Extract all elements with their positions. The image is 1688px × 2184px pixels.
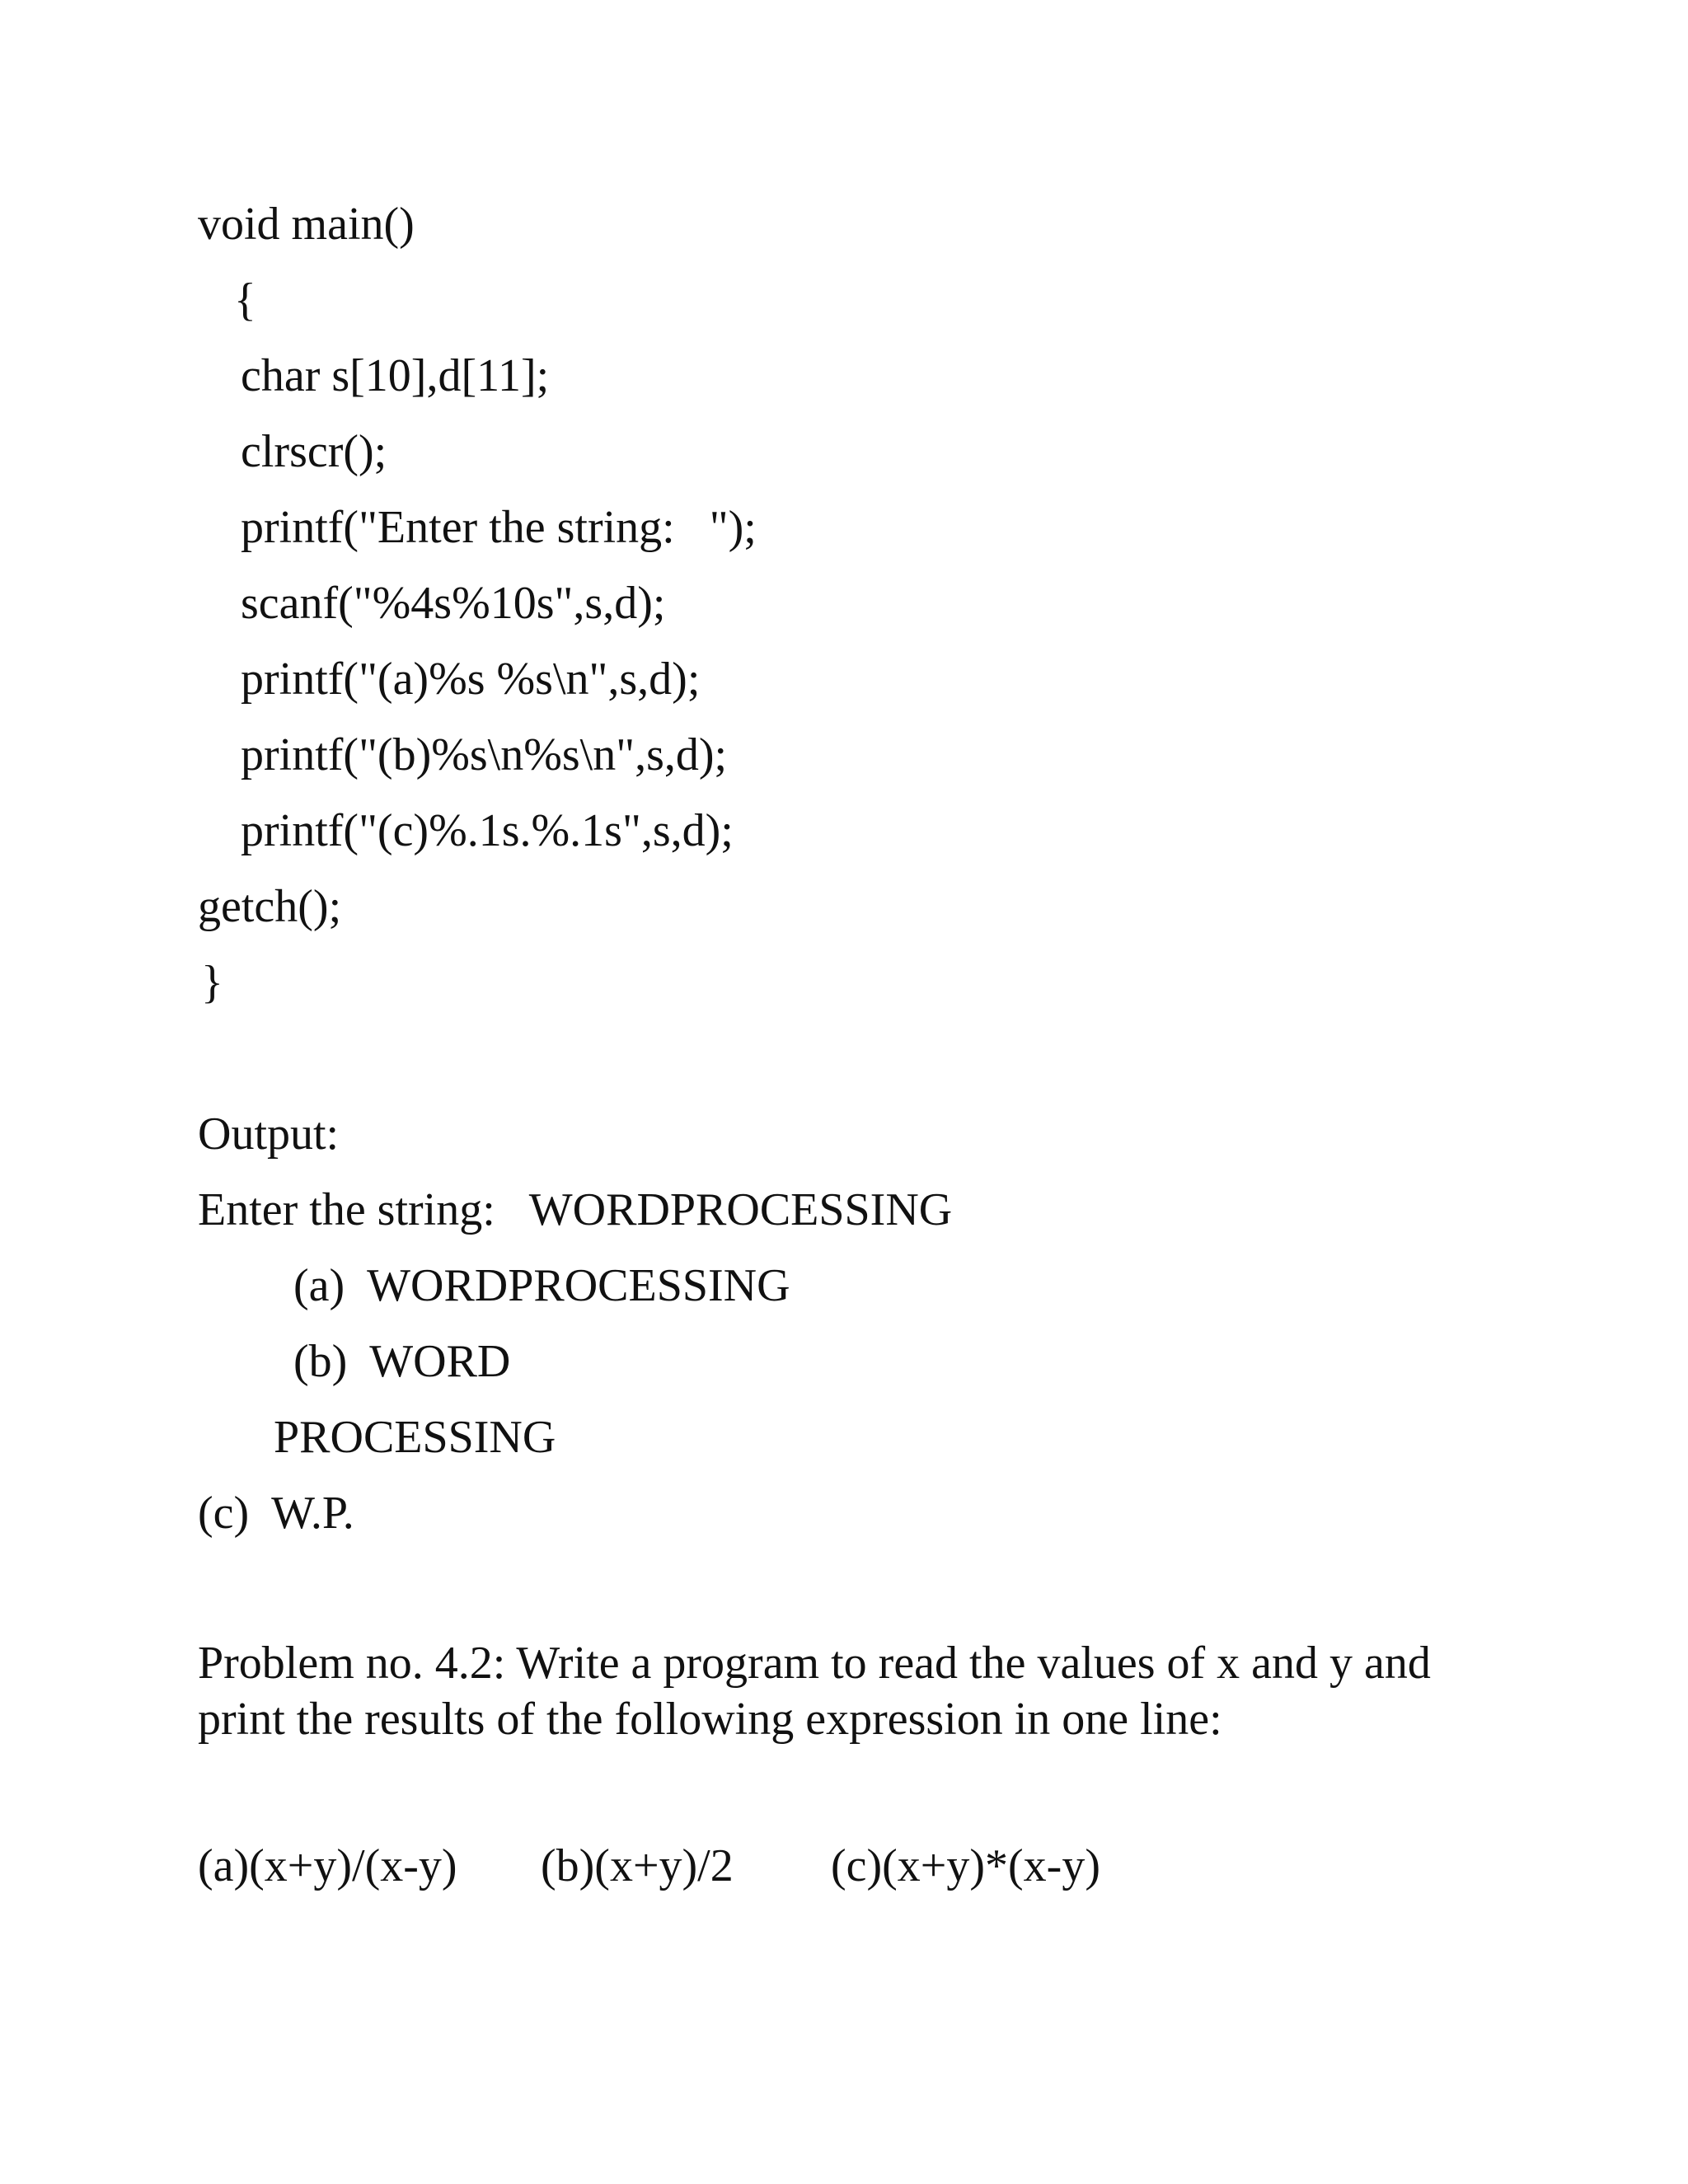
code-line-7: printf("(a)%s %s\n",s,d); bbox=[241, 654, 701, 705]
code-line-6: scanf("%4s%10s",s,d); bbox=[241, 578, 666, 629]
code-line-9: printf("(c)%.1s.%.1s",s,d); bbox=[241, 805, 734, 856]
code-line-5: printf("Enter the string: "); bbox=[241, 502, 757, 553]
output-line-b: (b) WORD bbox=[293, 1336, 511, 1387]
code-line-1: void main() bbox=[198, 199, 415, 250]
code-line-4: clrscr(); bbox=[241, 426, 387, 477]
expression-b: (b)(x+y)/2 bbox=[541, 1840, 734, 1891]
code-line-8: printf("(b)%s\n%s\n",s,d); bbox=[241, 729, 728, 780]
output-line-b-continued: PROCESSING bbox=[274, 1412, 556, 1463]
output-heading: Output: bbox=[198, 1108, 340, 1160]
expression-c: (c)(x+y)*(x-y) bbox=[831, 1840, 1100, 1891]
code-line-3: char s[10],d[11]; bbox=[241, 350, 550, 401]
code-line-10: getch(); bbox=[198, 881, 342, 932]
output-prompt-line: Enter the string: WORDPROCESSING bbox=[198, 1184, 953, 1235]
code-line-11: } bbox=[201, 957, 223, 1008]
output-line-a: (a) WORDPROCESSING bbox=[293, 1260, 790, 1311]
code-line-2: { bbox=[234, 274, 256, 326]
output-line-c: (c) W.P. bbox=[198, 1488, 354, 1539]
expression-a: (a)(x+y)/(x-y) bbox=[198, 1840, 457, 1891]
problem-statement: Problem no. 4.2: Write a program to read the values of x and y and print the results of the following expression in one line: bbox=[198, 1638, 1431, 1745]
